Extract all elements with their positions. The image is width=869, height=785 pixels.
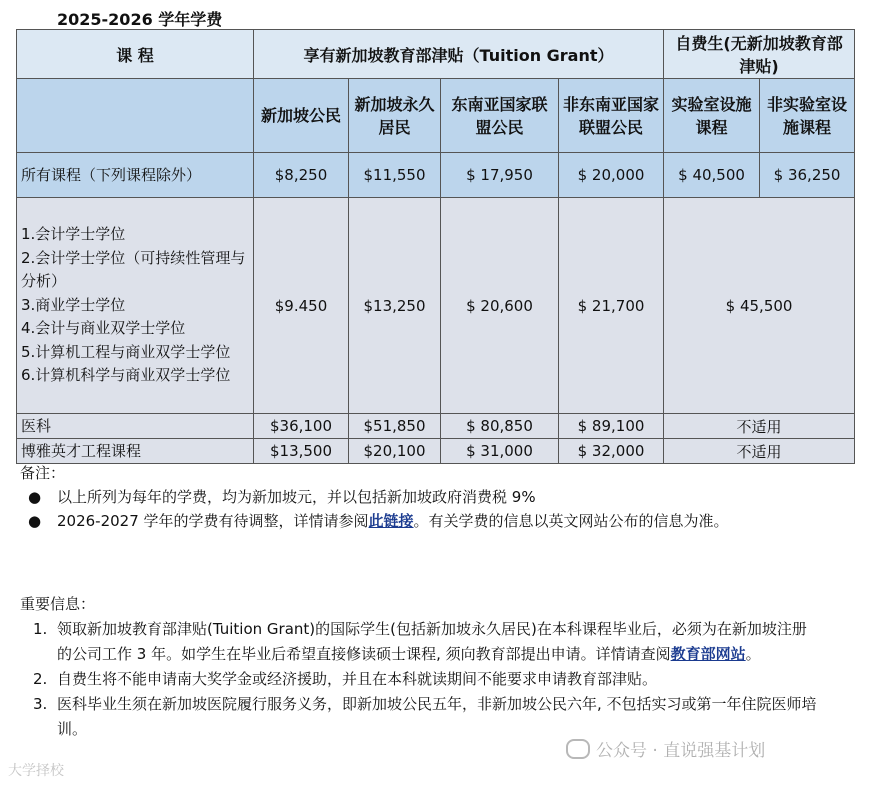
fee-cell: $20,100: [349, 439, 441, 464]
fee-adjustment-link[interactable]: 此链接: [368, 512, 414, 530]
list-item: 2.会计学士学位（可持续性管理与分析）: [21, 248, 246, 291]
tuition-fee-table: [16, 29, 855, 464]
subheader-row: [17, 79, 855, 153]
subheader-citizen: 新加坡公民: [254, 79, 349, 153]
header-row: [17, 30, 855, 79]
important-text: 医科毕业生须在新加坡医院履行服务义务，即新加坡公民五年，非新加坡公民六年, 不包括实习或第一年住院医师培训。: [57, 695, 817, 738]
fee-cell-not-applicable: 不适用: [664, 414, 855, 439]
fee-cell: $ 20,000: [559, 153, 664, 198]
header-tuition-grant: 享有新加坡教育部津贴（Tuition Grant）: [254, 30, 664, 79]
watermark-left: 大学择校: [8, 763, 64, 779]
watermark-text: 公众号 · 直说强基计划: [596, 741, 766, 761]
note-text: 以上所列为每年的学费，均为新加坡元，并以包括新加坡政府消费税 9%: [57, 488, 536, 506]
subheader-pr: 新加坡永久居民: [349, 79, 441, 153]
watermark: [566, 736, 765, 761]
important-heading: 重要信息：: [20, 595, 96, 613]
fee-cell: $ 20,600: [441, 198, 559, 414]
important-section: [20, 592, 820, 742]
fee-cell: $ 80,850: [441, 414, 559, 439]
note-text: 。有关学费的信息以英文网站公布的信息为准。: [413, 512, 729, 530]
list-item: 4.会计与商业双学士学位: [21, 319, 186, 338]
subheader-non-lab: 非实验室设施课程: [760, 79, 855, 153]
list-item: [20, 692, 820, 742]
list-item: 5.计算机工程与商业双学士学位: [21, 342, 231, 361]
fee-cell: $ 17,950: [441, 153, 559, 198]
subheader-lab: 实验室设施课程: [664, 79, 760, 153]
header-self-funded: 自费生(无新加坡教育部津贴): [664, 30, 855, 79]
table-row: [17, 414, 855, 439]
note-text: 2026-2027 学年的学费有待调整，详情请参阅: [57, 512, 369, 530]
fee-cell-self-funded: $ 45,500: [664, 198, 855, 414]
item-number: 1.: [33, 620, 48, 638]
fee-cell: $ 21,700: [559, 198, 664, 414]
wechat-icon: [566, 739, 590, 759]
fee-cell: $13,250: [349, 198, 441, 414]
fee-cell-not-applicable: 不适用: [664, 439, 855, 464]
fee-cell: $ 36,250: [760, 153, 855, 198]
list-item: [20, 667, 820, 692]
notes-heading: 备注：: [20, 464, 66, 482]
notes-section: [20, 461, 860, 533]
table-row: [17, 153, 855, 198]
list-item: [20, 485, 860, 509]
fee-cell: $ 31,000: [441, 439, 559, 464]
row-label-medicine: 医科: [17, 414, 254, 439]
important-text: 自费生将不能申请南大奖学金或经济援助，并且在本科就读期间不能要求申请教育部津贴。: [57, 670, 658, 688]
fee-cell: $8,250: [254, 153, 349, 198]
course-list: [17, 198, 254, 414]
fee-cell: $51,850: [349, 414, 441, 439]
important-text: 。: [745, 645, 761, 663]
subheader-asean: 东南亚国家联盟公民: [441, 79, 559, 153]
table-row: [17, 198, 855, 414]
fee-cell: $ 40,500: [664, 153, 760, 198]
list-item: 1.会计学士学位: [21, 225, 126, 244]
fee-cell: $11,550: [349, 153, 441, 198]
fee-cell: $36,100: [254, 414, 349, 439]
row-label-all-courses: 所有课程（下列课程除外）: [17, 153, 254, 198]
subheader-non-asean: 非东南亚国家联盟公民: [559, 79, 664, 153]
fee-cell: $ 32,000: [559, 439, 664, 464]
item-number: 2.: [33, 670, 48, 688]
item-number: 3.: [33, 695, 48, 713]
list-item: [20, 617, 820, 667]
page-title: 2025-2026 学年学费: [57, 10, 223, 29]
fee-cell: $ 89,100: [559, 414, 664, 439]
list-item: 6.计算机科学与商业双学士学位: [21, 366, 231, 385]
moe-website-link[interactable]: 教育部网站: [670, 645, 746, 663]
fee-cell: $9.450: [254, 198, 349, 414]
subheader-blank: [17, 79, 254, 153]
fee-cell: $13,500: [254, 439, 349, 464]
bullet-icon: ●: [28, 512, 42, 530]
important-text: 领取新加坡教育部津贴(Tuition Grant)的国际学生(包括新加坡永久居民)在本科课程毕业后，必须为在新加坡注册的公司工作 3 年。如学生在毕业后希望直接修读硕士课程, 须向教育部提出申请。详情请查阅: [57, 620, 807, 663]
header-course: 课 程: [17, 30, 254, 79]
list-item: [20, 509, 860, 533]
bullet-icon: ●: [28, 488, 42, 506]
row-label-engineering: 博雅英才工程课程: [17, 439, 254, 464]
table-row: [17, 439, 855, 464]
list-item: 3.商业学士学位: [21, 295, 126, 314]
